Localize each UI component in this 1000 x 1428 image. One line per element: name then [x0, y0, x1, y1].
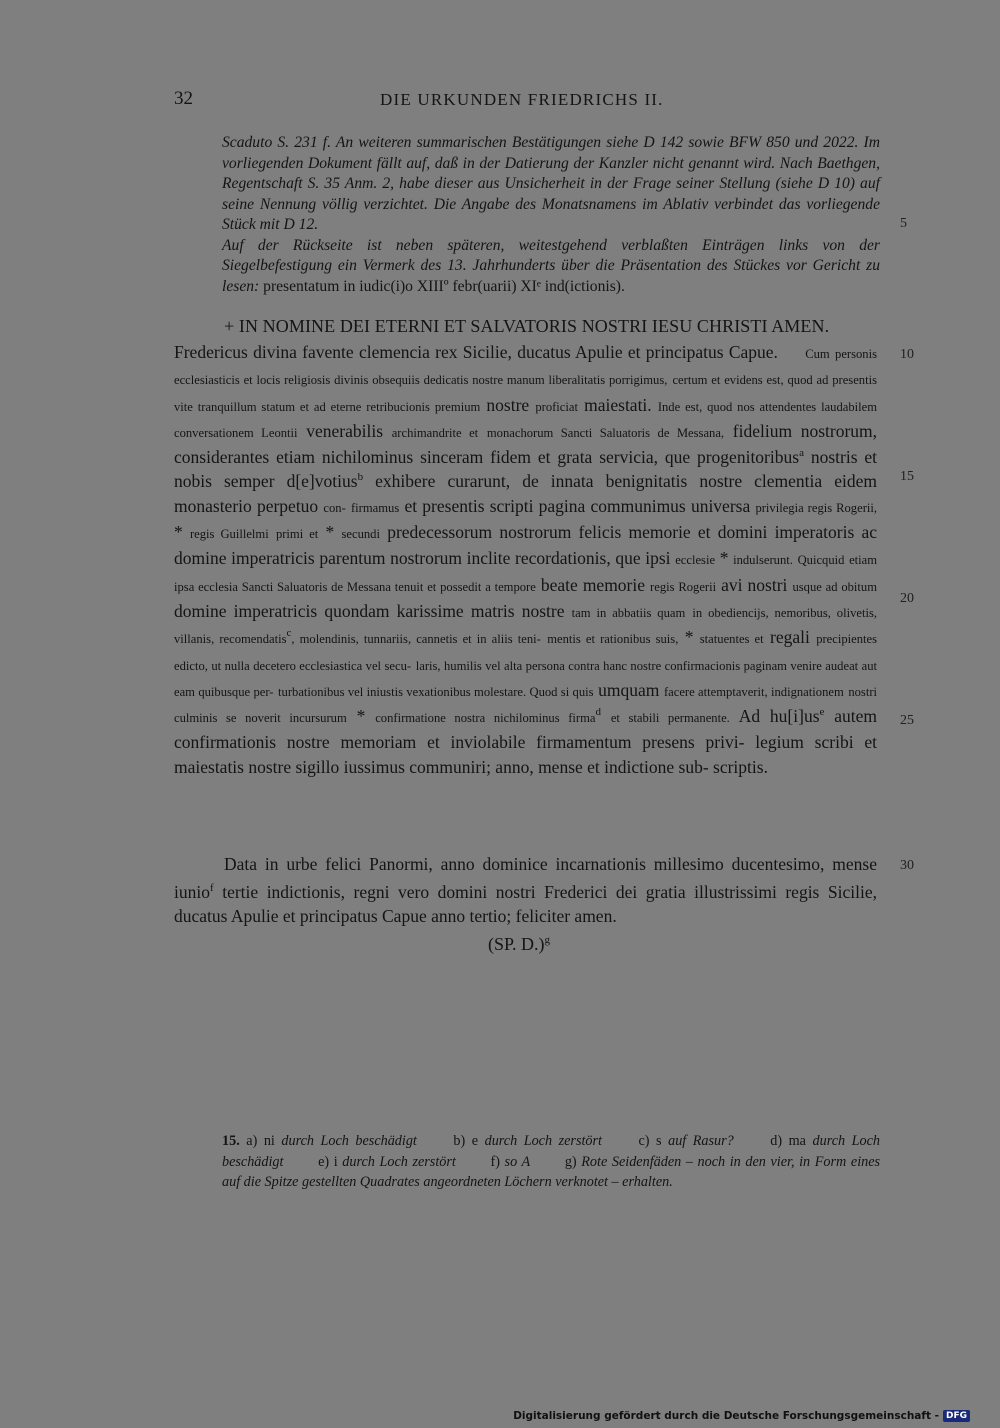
dating-text-b: tertie indictionis, regni vero domini nostri Frederici dei gratia illustrissimi regis Sicilie, ducatus Apulie et principatus Capue anno tertio; feliciter amen. — [174, 882, 878, 927]
footnote-marker-f: f — [209, 882, 214, 895]
footnote-marker-c: c — [286, 627, 292, 640]
text-segment: Inde est, quod nos attendentes laudabilem conversationem Leontii — [174, 399, 878, 440]
credit-text: Digitalisierung gefördert durch die Deutsche Forschungsgemeinschaft - — [513, 1410, 939, 1422]
text-segment: Ad — [738, 706, 761, 727]
text-segment: et presentis scripti pagina communimus universa — [404, 495, 751, 516]
note-b-label: b) e — [453, 1133, 479, 1149]
text-segment: imperatricis parentum nostrorum inclite recordationis, que ipsi — [231, 548, 671, 569]
intro-paragraph-2 — [222, 236, 880, 298]
dating-clause — [174, 852, 877, 929]
text-segment: maiestati. — [584, 394, 652, 415]
text-segment: certum et evidens est, quod ad presentis vite tranquillum statum et ad eterne retribucionis premium — [174, 373, 877, 414]
text-segment: regali — [770, 627, 810, 648]
footnote-marker-a: a — [799, 447, 804, 460]
intro-p2-italic: Auf der Rückseite ist neben späteren, weitestgehend verblaßten Einträgen links von der Siegelbefestigung ein Vermerk des 13. Jahrhunderts über die Präsentation des Stückes vor Gericht zu lesen: — [222, 236, 880, 295]
text-segment: mentis et rationibus suis, — [547, 632, 679, 647]
note-a-label: a) ni — [246, 1133, 275, 1149]
text-segment: turbationibus vel iniustis vexationibus molestare. Quod si quis — [278, 684, 594, 699]
text-segment: regis Guillelmi — [189, 527, 269, 542]
note-a-text: durch Loch beschädigt — [281, 1133, 417, 1149]
text-segment: sinceram fidem et grata servicia, que progenitoribus — [420, 447, 800, 468]
asterisk-mark: * — [356, 706, 366, 727]
text-segment: regis Rogerii — [650, 579, 717, 594]
seal-note — [488, 934, 550, 955]
text-segment: Quicquid — [797, 553, 845, 568]
text-segment: secundi — [341, 527, 380, 542]
text-segment: venerabilis — [306, 420, 384, 441]
text-segment: Fredericus divina favente clemencia rex Sicilie, ducatus Apulie et principatus Capue. — [174, 342, 778, 362]
footnote-marker-e: e — [819, 706, 825, 719]
text-segment: ecclesie — [675, 553, 716, 568]
dfg-logo: DFG — [943, 1410, 970, 1422]
footnote-marker-b: b — [357, 471, 364, 484]
text-segment: laris, humilis vel alta persona contra hanc nostre confirmacionis paginam venire audeat aut eam quibusque per- — [174, 658, 877, 699]
running-title: DIE URKUNDEN FRIEDRICHS II. — [380, 90, 664, 109]
intro-p2-endorsement: presentatum in iudic(i)o XIIIº febr(uarii) XIᵉ ind(ictionis). — [263, 277, 625, 295]
text-segment: umquam — [598, 679, 660, 700]
text-segment: monachorum Sancti Saluatoris de Messana, — [486, 425, 725, 440]
text-segment: nostre — [486, 394, 530, 415]
text-segment: primi et — [275, 527, 319, 542]
line-number-25: 25 — [900, 713, 914, 728]
text-segment: precipientes edicto, ut nulla decetero ecclesiastica vel secu- — [174, 632, 878, 673]
asterisk-mark: * — [719, 548, 729, 569]
line-number-15: 15 — [900, 469, 914, 484]
note-g-label: g) — [564, 1153, 577, 1170]
text-segment: tam in abbatiis quam — [571, 605, 686, 620]
text-segment: indulserunt. — [733, 553, 793, 568]
invocation: + IN NOMINE DEI ETERNI ET SALVATORIS NOSTRI IESU CHRISTI AMEN. — [224, 316, 830, 336]
intro-paragraph-1: Scaduto S. 231 f. An weiteren summarischen Bestätigungen siehe D 142 sowie BFW 850 und 2022. Im vorliegenden Dokument fällt auf, daß in der Datierung der Kanzler nicht genannt wird. Nach Baethgen, Regentschaft S. 35 Anm. 2, habe dieser aus Unsicherheit in der Frage seiner Stellung (siehe D 10) auf seine Nennung völlig verzichtet. Die Angabe des Monatsnamens im Ablativ verbindet das vorliegende Stück mit D 12. — [222, 134, 880, 233]
text-segment: legium scribi et maiestatis nostre sigillo iussimus communiri; anno, mense et indictione sub- — [174, 732, 878, 777]
text-segment: nostri culminis se noverit incursurum — [174, 684, 878, 726]
digitization-credit — [513, 1410, 970, 1422]
text-segment: et stabili permanente. — [610, 711, 730, 726]
text-segment: privilegia regis Rogerii, — [755, 500, 878, 515]
text-segment: statuentes et — [699, 632, 764, 647]
text-segment: con- — [323, 500, 346, 515]
note-c-label: c) s — [638, 1133, 662, 1149]
note-f-text: so A — [504, 1153, 531, 1170]
text-segment: in obediencijs, nemoribus, olivetis, villanis, recomendatis — [174, 605, 878, 647]
note-g-text: Rote Seidenfäden – noch in den vier, in Form eines auf die Spitze gestellten Quadrates angeordneten Löchern verknotet – erhalten. — [222, 1153, 881, 1190]
asterisk-mark: * — [325, 522, 335, 543]
text-segment: firmamus — [350, 500, 400, 515]
note-b-text: durch Loch zerstört — [484, 1133, 602, 1149]
text-segment: nostris et nobis semper d[e]votius — [174, 447, 877, 492]
dating-text-a: Data in urbe felici Panormi, anno dominice incarnationis millesimo ducentesimo, mense iunio — [174, 854, 877, 903]
asterisk-mark: * — [684, 627, 694, 648]
text-segment: etiam ipsa ecclesia Sancti Saluatoris de Messana tenuit et possedit a tempore — [174, 553, 878, 594]
text-segment: usque ad obitum — [792, 579, 878, 594]
text-segment: confirmatione nostra nichilominus firma — [375, 711, 596, 726]
note-d-text: durch Loch beschädigt — [222, 1133, 880, 1170]
text-segment: archimandrite et — [391, 425, 479, 440]
text-segment: domine imperatricis quondam karissime matris nostre — [174, 600, 565, 621]
note-line-ref: 15. — [222, 1133, 240, 1149]
line-number-5: 5 — [900, 216, 907, 231]
line-number-10: 10 — [900, 347, 914, 362]
text-segment: avi nostri — [721, 574, 788, 595]
text-segment: personis ecclesiasticis et locis religiosis divinis obsequiis dedicatis nostre manum liberalitatis porrigimus, — [174, 347, 878, 388]
text-segment: autem confirmationis nostre memoriam et inviolabile firmamentum presens privi- — [174, 706, 877, 753]
text-segment: facere attemptaverit, indignationem — [663, 684, 844, 699]
text-segment: hu[i]us — [769, 706, 820, 727]
note-f-label: f) — [490, 1153, 500, 1170]
seal-text: (SP. D.) — [488, 934, 545, 954]
note-c-text: auf Rasur? — [668, 1133, 734, 1149]
footnote-marker-d: d — [595, 706, 601, 719]
footnote-marker-g: g — [544, 934, 551, 946]
apparatus-notes — [222, 1131, 880, 1193]
asterisk-mark: * — [174, 522, 183, 543]
text-segment: predecessorum nostrorum felicis memorie et domini imperatoris ac domine — [174, 522, 878, 569]
note-e-label: e) i — [318, 1153, 338, 1170]
line-number-30: 30 — [900, 858, 914, 873]
text-segment: Cum — [805, 347, 830, 361]
introductory-commentary — [222, 133, 880, 297]
note-d-label: d) ma — [770, 1133, 806, 1149]
text-segment: exhibere curarunt, de innata benignitatis nostre clementia eidem monasterio perpetuo — [174, 471, 878, 516]
text-segment: scriptis. — [713, 756, 768, 777]
text-segment: , molendinis, tunnariis, cannetis et in aliis teni- — [291, 632, 541, 647]
page-number: 32 — [174, 88, 193, 109]
text-segment: fidelium nostrorum, considerantes etiam nichilominus — [174, 420, 878, 468]
note-e-text: durch Loch zerstört — [342, 1153, 456, 1170]
line-number-20: 20 — [900, 591, 914, 606]
text-segment: beate memorie — [540, 574, 646, 595]
charter-text — [174, 340, 877, 779]
text-segment: proficiat — [535, 399, 578, 414]
